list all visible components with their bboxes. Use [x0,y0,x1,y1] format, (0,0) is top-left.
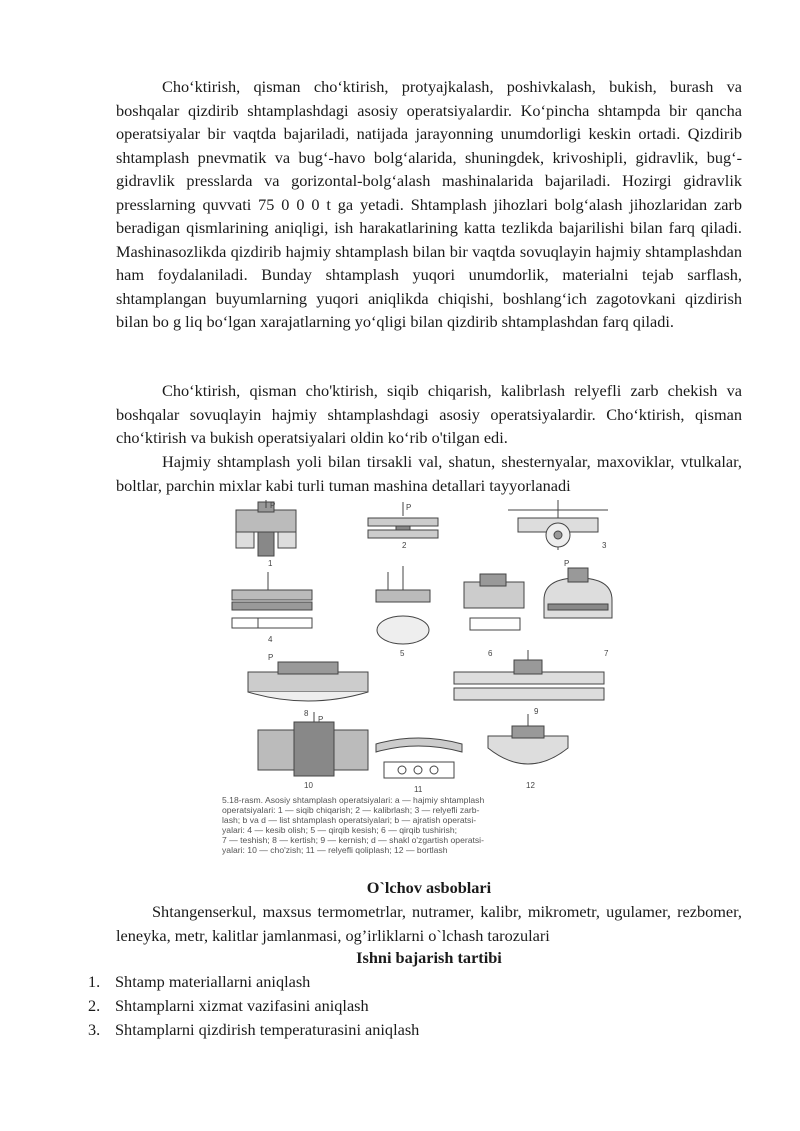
paragraph-hot-stamping: Cho‘ktirish, qisman cho‘ktirish, protyajkalash, poshivkalash, bukish, burash va boshqalar qizdirib shtamplashdagi asosiy operatsiyalardir. Ko‘pincha shtampda bir qancha operatsiyalar bir vaqtda bajariladi, natijada jarayonning unumdorligi keskin ortadi. Qizdirib shtamplash pnevmatik va bug‘-havo bolg‘alarida, shuningdek, krivoshipli, gidravlik, bug‘-gidravlik presslarda va gorizontal-bolg‘alash mashinalarida bajariladi. Hozirgi gidravlik presslarning quvvati 75 0 0 0 t ga yetadi. Shtamplash jihozlari bolg‘alash jihozlaridan zarb beradigan qismlarining aniqligi, ish harakatlarining katta tezlikda bajarilishi bilan farq qiladi. Mashinasozlikda qizdirib hajmiy shtamplash bilan bir vaqtda sovuqlayin hajmiy shtamplashdan ham foydalaniladi. Bunday shtamplash yuqori unumdorlik, materialni tejab sarflash, shtamplangan buyumlarning yuqori aniqlikda chiqishi, boshlang‘ich zagotovkani qizdirish bilan bo g liq bo‘lgan xarajatlarning yo‘qligi bilan qizdirib shtamplashdan farq qiladi. [116,77,742,331]
stamping-operations-figure [218,500,628,862]
figure-label-12: 12 [526,781,535,790]
paragraph-products: Hajmiy shtamplash yoli bilan tirsakli val, shatun, shesternyalar, maxoviklar, vtulkalar, boltlar, parchin mixlar kabi turli tuman mashina detallari tayyorlanadi [116,452,742,495]
caption-line: operatsiyalari: 1 — siqib chiqarish; 2 — kalibrlash; 3 — relyefli zarb- [222,805,480,815]
paragraph-cold-stamping: Cho‘ktirish, qisman cho'ktirish, siqib chiqarish, kalibrlash relyefli zarb chekish va boshqalar sovuqlayin hajmiy shtamplashdagi asosiy operatsiyalardir. Cho‘ktirish, qisman cho‘ktirish va bukish operatsiyalari oldin ko‘rib o'tilgan edi. [116,381,742,447]
caption-line: 5.18-rasm. Asosiy shtamplash operatsiyalari: a — hajmiy shtamplash [222,795,485,805]
figure-caption [222,795,484,855]
procedure-heading: Ishni bajarish tartibi [356,948,502,967]
diagram-6 [464,574,524,630]
caption-line: yalari: 10 — cho'zish; 11 — relyefli qoliplash; 12 — bortlash [222,845,448,855]
tools-text: Shtangenserkul, maxsus termometrlar, nutramer, kalibr, mikrometr, ugulamer, rezbomer, leneyka, metr, kalitlar jamlanmasi, og’irliklarni o`lchash tarozulari [116,902,742,945]
figure-label-2: 2 [402,541,407,550]
diagram-2 [368,502,438,538]
figure-label-9: 9 [534,707,539,716]
caption-line: yalari: 4 — kesib olish; 5 — qirqib kesish; 6 — qirqib tushirish; [222,825,457,835]
diagram-3 [508,500,608,550]
figure-label-10: 10 [304,781,313,790]
tools-heading: O`lchov asboblari [366,878,492,897]
step-text: Shtamp materiallarni aniqlash [115,972,311,991]
procedure-step [88,970,748,994]
figure-label-7: 7 [604,649,609,658]
step-number: 2. [88,996,101,1015]
procedure-step [88,1018,748,1042]
diagram-4 [232,572,312,628]
step-number: 3. [88,1020,101,1039]
diagram-1 [236,500,296,556]
caption-line: 7 — teshish; 8 — kertish; 9 — kernish; d — shakl o'zgartish operatsi- [222,835,484,845]
figure-label-3: 3 [602,541,607,550]
diagram-10 [258,712,368,776]
diagram-8 [248,662,368,701]
figure-drawing [218,500,628,862]
procedure-steps-list [88,970,748,1042]
diagram-12 [488,714,568,764]
procedure-step [88,994,748,1018]
step-text: Shtamplarni qizdirish temperaturasini aniqlash [115,1020,420,1039]
diagram-9 [454,650,604,700]
diagram-5 [376,566,430,644]
step-text: Shtamplarni xizmat vazifasini aniqlash [115,996,369,1015]
figure-label-4: 4 [268,635,273,644]
figure-label-6: 6 [488,649,493,658]
diagram-11 [376,738,462,778]
force-label: P [564,559,570,568]
diagram-7 [544,568,612,618]
figure-label-1: 1 [268,559,273,568]
force-label: P [270,501,276,510]
figure-label-5: 5 [400,649,405,658]
step-number: 1. [88,972,101,991]
caption-line: lash; b va d — list shtamplash operatsiyalari; b — ajratish operatsi- [222,815,477,825]
force-label: P [406,503,412,512]
figure-label-8: 8 [304,709,309,718]
force-label: P [318,715,324,724]
force-label: P [268,653,274,662]
figure-label-11: 11 [414,785,423,794]
